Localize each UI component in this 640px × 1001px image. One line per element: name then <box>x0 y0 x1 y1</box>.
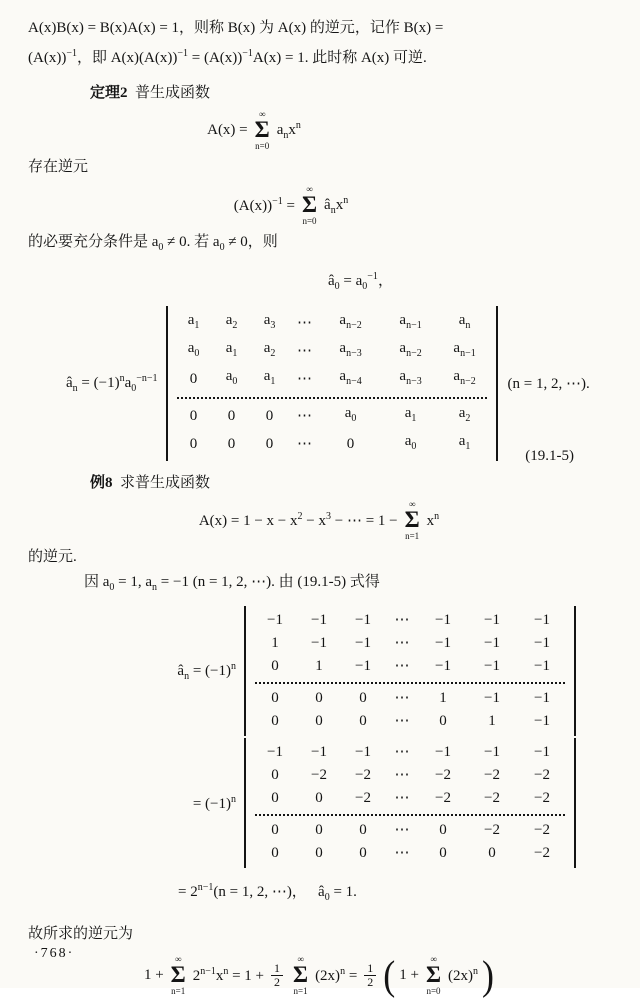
theorem-heading <box>90 81 610 105</box>
matrix-cell: 0 <box>439 845 447 861</box>
sigma-symbol: Σ <box>301 192 318 217</box>
result-line: = $2^{n-1}(n = 1$, 2, ⋯)， $â_0 = 1$. <box>178 882 357 903</box>
matrix-cell: $a_{n-3}$ <box>339 340 362 359</box>
matrix-cell: 0 <box>315 822 323 838</box>
matrix-cell: 1 <box>439 690 447 706</box>
matrix-row <box>177 365 487 393</box>
matrix-row <box>255 741 565 764</box>
matrix-cell: −2 <box>435 790 451 806</box>
formula-term: 1 + <box>399 966 419 983</box>
sum-upper-limit: ∞ <box>174 954 182 964</box>
matrix-cell: ⋯ <box>394 713 410 729</box>
matrix-cell: $a_{n-4}$ <box>339 368 362 387</box>
sum-lower-limit: n=0 <box>302 216 317 226</box>
matrix-cell: −1 <box>311 635 327 651</box>
matrix-row <box>177 430 487 458</box>
matrix-cell: ⋯ <box>297 407 313 424</box>
determinant-matrix <box>244 738 576 868</box>
matrix-cell: −1 <box>484 635 500 651</box>
matrix-cell: −2 <box>484 767 500 783</box>
sum-lower-limit: n=1 <box>293 986 308 996</box>
sigma-symbol: Σ <box>254 117 270 142</box>
matrix-cell: ⋯ <box>297 314 313 331</box>
matrix-cell: 0 <box>189 435 198 452</box>
matrix-cell: 0 <box>189 370 198 387</box>
matrix-cell: 0 <box>271 767 279 783</box>
matrix-cell: −1 <box>311 744 327 760</box>
example-title: 求普生成函数 <box>120 475 211 491</box>
formula-rhs: $a_nx^n$ <box>276 119 301 141</box>
matrix-row <box>255 764 565 787</box>
matrix-cell: ⋯ <box>394 635 410 651</box>
matrix-cell: −1 <box>311 612 327 628</box>
matrix-cell: −1 <box>435 658 451 674</box>
theorem-number: 定理2 <box>90 85 128 101</box>
formula-rhs: $â_nx^n$ <box>324 194 349 216</box>
matrix-cell: −1 <box>355 744 371 760</box>
summation-symbol <box>302 184 317 226</box>
matrix-cell: ⋯ <box>394 658 410 674</box>
matrix-cell: $a_{n-3}$ <box>399 368 422 387</box>
intro-paragraph <box>28 16 610 71</box>
matrix-cell: 1 <box>271 635 279 651</box>
matrix-cell: ⋯ <box>394 790 410 806</box>
matrix-cell: 0 <box>227 435 236 452</box>
matrix-cell: 1 <box>315 658 323 674</box>
matrix-cell: −1 <box>484 658 500 674</box>
matrix-cell: −2 <box>435 767 451 783</box>
fraction-denominator: 2 <box>274 974 281 989</box>
summation-symbol <box>293 954 308 996</box>
example-number: 例8 <box>90 475 113 491</box>
fraction-numerator: 1 <box>367 960 374 975</box>
equation-rhs: (n = 1, 2, ⋯). <box>507 376 590 392</box>
matrix-cell: −2 <box>534 822 550 838</box>
formula-generating-function <box>0 107 545 153</box>
matrix-cell: −1 <box>355 635 371 651</box>
summation-symbol <box>426 954 441 996</box>
matrix-cell: 0 <box>265 407 274 424</box>
formula-term: $(2x)^n$ = <box>315 965 358 984</box>
matrix-cell: 0 <box>271 658 279 674</box>
matrix-cell: −1 <box>484 690 500 706</box>
matrix-cell: ⋯ <box>394 690 410 706</box>
sigma-symbol: Σ <box>293 962 309 987</box>
matrix-cell: $a_{n-2}$ <box>339 312 362 331</box>
matrix-row <box>255 787 565 810</box>
matrix-ellipsis-row <box>177 397 487 399</box>
formula-rhs: $x^n$ <box>426 510 440 529</box>
sum-lower-limit: n=1 <box>171 986 186 996</box>
matrix-cell: ⋯ <box>394 845 410 861</box>
sigma-symbol: Σ <box>404 507 420 532</box>
matrix-cell: ⋯ <box>394 744 410 760</box>
matrix-cell: −1 <box>435 635 451 651</box>
summation-symbol <box>255 109 270 151</box>
equation-lhs: $â_n = (-1)^na_0^{-n-1}$ <box>66 373 158 394</box>
matrix-cell: ⋯ <box>394 822 410 838</box>
matrix-cell: −1 <box>435 612 451 628</box>
matrix-cell: 1 <box>488 713 496 729</box>
matrix-cell: 0 <box>315 845 323 861</box>
matrix-cell: −2 <box>484 790 500 806</box>
matrix-row <box>255 609 565 632</box>
sum-upper-limit: ∞ <box>408 499 416 509</box>
fraction-one-half <box>271 962 283 989</box>
determinant-equation-2 <box>124 606 610 736</box>
matrix-cell: $a_1$ <box>263 368 276 387</box>
big-paren-open: ( <box>383 952 396 998</box>
intro-line-1: A(x)B(x) = B(x)A(x) = 1，则称 B(x) 为 A(x) 的逆元，记作 B(x) = <box>28 20 444 36</box>
equation-lhs: = $(-1)^n$ <box>192 793 236 812</box>
matrix-cell: −2 <box>484 822 500 838</box>
matrix-cell: −1 <box>355 658 371 674</box>
formula-lhs: $(A(x))^{-1}$ = <box>233 195 295 214</box>
matrix-cell: 0 <box>189 407 198 424</box>
matrix-cell: −2 <box>534 790 550 806</box>
conclusion-text: 故所求的逆元为 <box>28 926 134 942</box>
matrix-cell: $a_n$ <box>458 312 471 331</box>
matrix-cell: $a_0$ <box>225 368 238 387</box>
matrix-cell: $a_{n-2}$ <box>399 340 422 359</box>
sum-lower-limit: n=0 <box>255 141 270 151</box>
matrix-cell: −1 <box>534 744 550 760</box>
matrix-cell: 0 <box>439 713 447 729</box>
matrix-cell: 0 <box>271 790 279 806</box>
matrix-cell: ⋯ <box>297 370 313 387</box>
matrix-cell: $a_{n-1}$ <box>399 312 422 331</box>
matrix-cell: 0 <box>359 822 367 838</box>
matrix-cell: −2 <box>534 767 550 783</box>
matrix-cell: $a_0$ <box>187 340 200 359</box>
summation-symbol <box>171 954 186 996</box>
matrix-row <box>177 309 487 337</box>
matrix-row <box>177 337 487 365</box>
formula-term: $2^{n-1}x^n = 1$ + <box>192 965 265 984</box>
matrix-cell: $a_1$ <box>458 433 471 452</box>
fraction-denominator: 2 <box>367 974 374 989</box>
condition-text: 的必要充分条件是 $a_0 \ne 0$. 若 $a_0 \ne 0$，则 <box>28 234 278 253</box>
matrix-cell: 0 <box>359 845 367 861</box>
matrix-cell: 0 <box>315 790 323 806</box>
theorem-title: 普生成函数 <box>135 85 211 101</box>
matrix-cell: ⋯ <box>394 612 410 628</box>
sum-upper-limit: ∞ <box>258 109 266 119</box>
sum-upper-limit: ∞ <box>306 184 313 194</box>
matrix-cell: −2 <box>355 767 371 783</box>
sigma-symbol: Σ <box>426 962 442 987</box>
sum-lower-limit: n=0 <box>426 986 441 996</box>
sigma-symbol: Σ <box>170 962 186 987</box>
exists-inverse-text: 存在逆元 <box>28 159 89 175</box>
summation-symbol <box>405 499 420 541</box>
inverse-of-text: 的逆元. <box>28 549 77 565</box>
matrix-cell: 0 <box>271 845 279 861</box>
matrix-row <box>255 687 565 710</box>
sum-upper-limit: ∞ <box>297 954 304 964</box>
matrix-cell: 0 <box>439 822 447 838</box>
formula-inverse-series <box>0 182 582 228</box>
matrix-cell: −1 <box>534 713 550 729</box>
matrix-cell: $a_{n-2}$ <box>453 368 476 387</box>
matrix-cell: 0 <box>488 845 496 861</box>
formula-lhs: A(x) = <box>207 121 248 138</box>
matrix-cell: $a_2$ <box>458 405 471 424</box>
formula-example-series <box>28 497 610 543</box>
matrix-cell: −1 <box>267 612 283 628</box>
final-formula <box>28 949 610 1001</box>
matrix-cell: −1 <box>435 744 451 760</box>
matrix-cell: −2 <box>311 767 327 783</box>
matrix-cell: −1 <box>355 612 371 628</box>
matrix-cell: $a_2$ <box>263 340 276 359</box>
matrix-row <box>255 819 565 842</box>
coefficients-text: 因 $a_0 = 1$, $a_n = -1$ (n = 1, 2, ⋯). 由 (19.1-5) 式得 <box>84 574 380 593</box>
page-number: ·768· <box>34 946 75 961</box>
fraction-one-half <box>364 962 376 989</box>
matrix-cell: 0 <box>315 713 323 729</box>
matrix-cell: $a_3$ <box>263 312 276 331</box>
matrix-cell: 0 <box>271 822 279 838</box>
matrix-cell: −2 <box>355 790 371 806</box>
matrix-cell: 0 <box>359 690 367 706</box>
matrix-cell: $a_{n-1}$ <box>453 340 476 359</box>
matrix-cell: 0 <box>227 407 236 424</box>
matrix-cell: −1 <box>534 612 550 628</box>
matrix-cell: −2 <box>534 845 550 861</box>
equation-lhs: $â_n = (-1)^n$ <box>177 660 236 682</box>
fraction-numerator: 1 <box>274 960 281 975</box>
matrix-cell: $a_0$ <box>344 405 357 424</box>
formula-term: $(2x)^n$ <box>448 965 479 984</box>
matrix-row <box>255 632 565 655</box>
formula-a0-inverse: $â_0 = a_0^{-1}$， <box>328 271 393 292</box>
matrix-cell: $a_0$ <box>404 433 417 452</box>
sum-upper-limit: ∞ <box>430 954 437 964</box>
matrix-cell: 0 <box>271 713 279 729</box>
matrix-cell: −1 <box>534 658 550 674</box>
matrix-cell: $a_2$ <box>225 312 238 331</box>
matrix-cell: 0 <box>359 713 367 729</box>
matrix-cell: 0 <box>315 690 323 706</box>
matrix-cell: −1 <box>534 635 550 651</box>
matrix-cell: $a_1$ <box>187 312 200 331</box>
matrix-cell: −1 <box>484 612 500 628</box>
formula-lhs: $A(x) = 1 - x - x^2 - x^3$ − ⋯ = 1 − <box>198 510 398 529</box>
determinant-equation-3 <box>124 738 610 868</box>
matrix-ellipsis-row <box>255 814 565 816</box>
determinant-matrix <box>244 606 576 736</box>
matrix-cell: 0 <box>265 435 274 452</box>
matrix-cell: $a_1$ <box>404 405 417 424</box>
matrix-ellipsis-row <box>255 682 565 684</box>
matrix-row <box>255 842 565 865</box>
determinant-equation-1 <box>66 306 610 464</box>
matrix-cell: 0 <box>271 690 279 706</box>
intro-line-2: $(A(x))^{-1}$，即 $A(x)(A(x))^{-1} = (A(x))^{-1}A(x) = 1$. 此时称 A(x) 可逆. <box>28 48 427 66</box>
matrix-cell: $a_1$ <box>225 340 238 359</box>
matrix-cell: ⋯ <box>394 767 410 783</box>
matrix-cell: 0 <box>346 435 355 452</box>
matrix-cell: −1 <box>534 690 550 706</box>
example-heading <box>90 471 610 495</box>
matrix-cell: ⋯ <box>297 342 313 359</box>
matrix-row <box>255 655 565 678</box>
determinant-matrix <box>166 306 498 461</box>
sum-lower-limit: n=1 <box>405 531 420 541</box>
big-paren-close: ) <box>482 952 495 998</box>
matrix-row <box>177 402 487 430</box>
matrix-cell: −1 <box>267 744 283 760</box>
matrix-cell: ⋯ <box>297 435 313 452</box>
equation-label: (19.1-5) <box>525 448 574 464</box>
formula-term: 1 + <box>143 966 164 983</box>
matrix-row <box>255 710 565 733</box>
matrix-cell: −1 <box>484 744 500 760</box>
